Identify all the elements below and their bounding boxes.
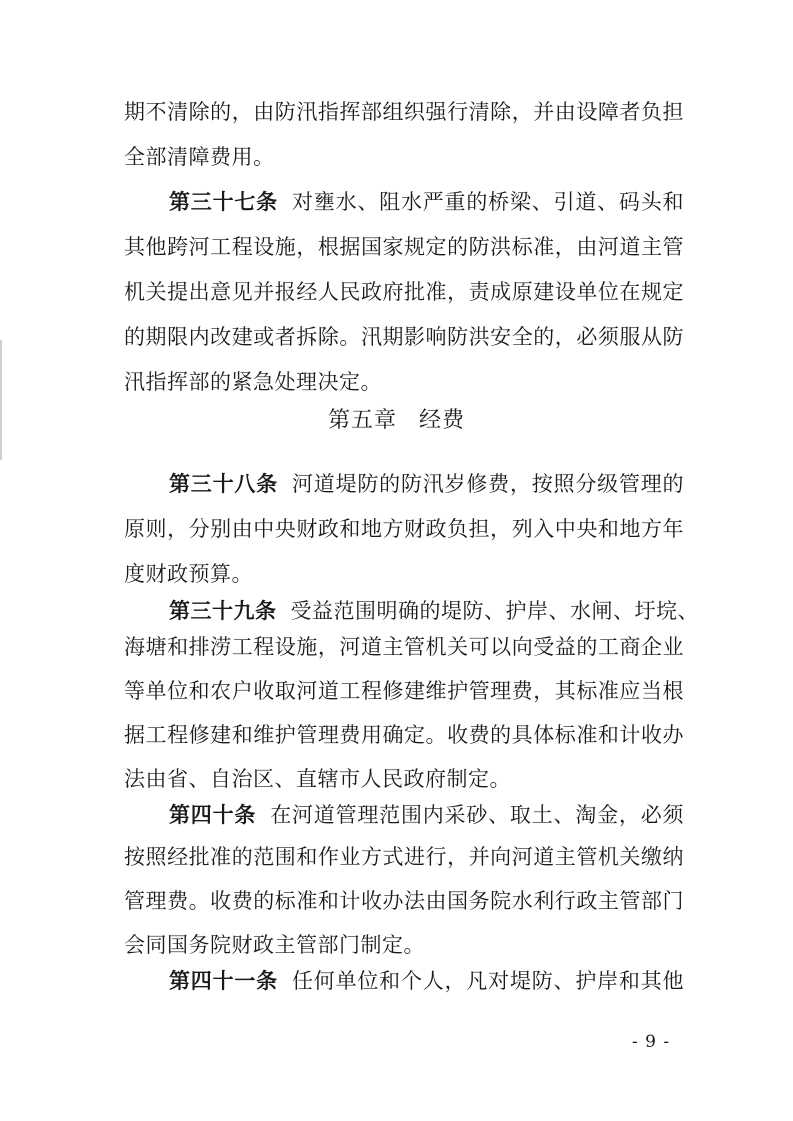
- article-text: 在河道管理范围内采砂、取土、淘金，必须: [270, 803, 685, 827]
- article-text: 河道堤防的防汛岁修费，按照分级管理的: [291, 472, 685, 496]
- paragraph-line: 机关提出意见并报经人民政府批准，责成原建设单位在规定: [124, 280, 684, 304]
- chapter-number: 第五章: [327, 408, 397, 433]
- article-text: 受益范围明确的堤防、护岸、水闸、圩垸、: [290, 599, 699, 623]
- chapter-title-text: 经费: [419, 408, 466, 433]
- article-number: 第三十九条: [169, 599, 277, 623]
- paragraph-line: 按照经批准的范围和作业方式进行，并向河道主管机关缴纳: [124, 845, 684, 869]
- paragraph-line: 据工程修建和维护管理费用确定。收费的具体标准和计收办: [124, 723, 684, 747]
- scan-edge-mark: [0, 340, 2, 460]
- paragraph-line: 全部清障费用。: [124, 145, 275, 169]
- article-number: 第四十一条: [169, 969, 278, 993]
- article-text: 任何单位和个人，凡对堤防、护岸和其他: [291, 969, 685, 993]
- article-first-line: [169, 966, 684, 996]
- paragraph-line: 度财政预算。: [124, 562, 253, 586]
- article-first-line: [169, 469, 684, 499]
- article-number: 第三十八条: [169, 472, 278, 496]
- paragraph-line: 其他跨河工程设施，根据国家规定的防洪标准，由河道主管: [124, 235, 684, 259]
- paragraph-line: 法由省、自治区、直辖市人民政府制定。: [124, 767, 511, 791]
- paragraph-line: 的期限内改建或者拆除。汛期影响防洪安全的，必须服从防: [124, 325, 684, 349]
- page-number: - 9 -: [632, 1032, 671, 1052]
- paragraph-line: 管理费。收费的标准和计收办法由国务院水利行政主管部门: [124, 889, 684, 913]
- paragraph-line: 原则，分别由中央财政和地方财政负担，列入中央和地方年: [124, 517, 684, 541]
- chapter-heading: [0, 405, 793, 437]
- article-text: 对壅水、阻水严重的桥梁、引道、码头和: [291, 190, 685, 214]
- article-first-line: [169, 596, 699, 626]
- paragraph-line: 海塘和排涝工程设施，河道主管机关可以向受益的工商企业: [124, 635, 684, 659]
- paragraph-line: 期不清除的，由防汛指挥部组织强行清除，并由设障者负担: [124, 100, 684, 124]
- paragraph-line: 会同国务院财政主管部门制定。: [124, 933, 425, 957]
- article-number: 第三十七条: [169, 190, 278, 214]
- paragraph-line: 等单位和农户收取河道工程修建维护管理费，其标准应当根: [124, 679, 684, 703]
- article-first-line: [169, 187, 684, 217]
- paragraph-line: 汛指挥部的紧急处理决定。: [124, 370, 382, 394]
- article-first-line: [169, 800, 684, 830]
- article-number: 第四十条: [169, 803, 257, 827]
